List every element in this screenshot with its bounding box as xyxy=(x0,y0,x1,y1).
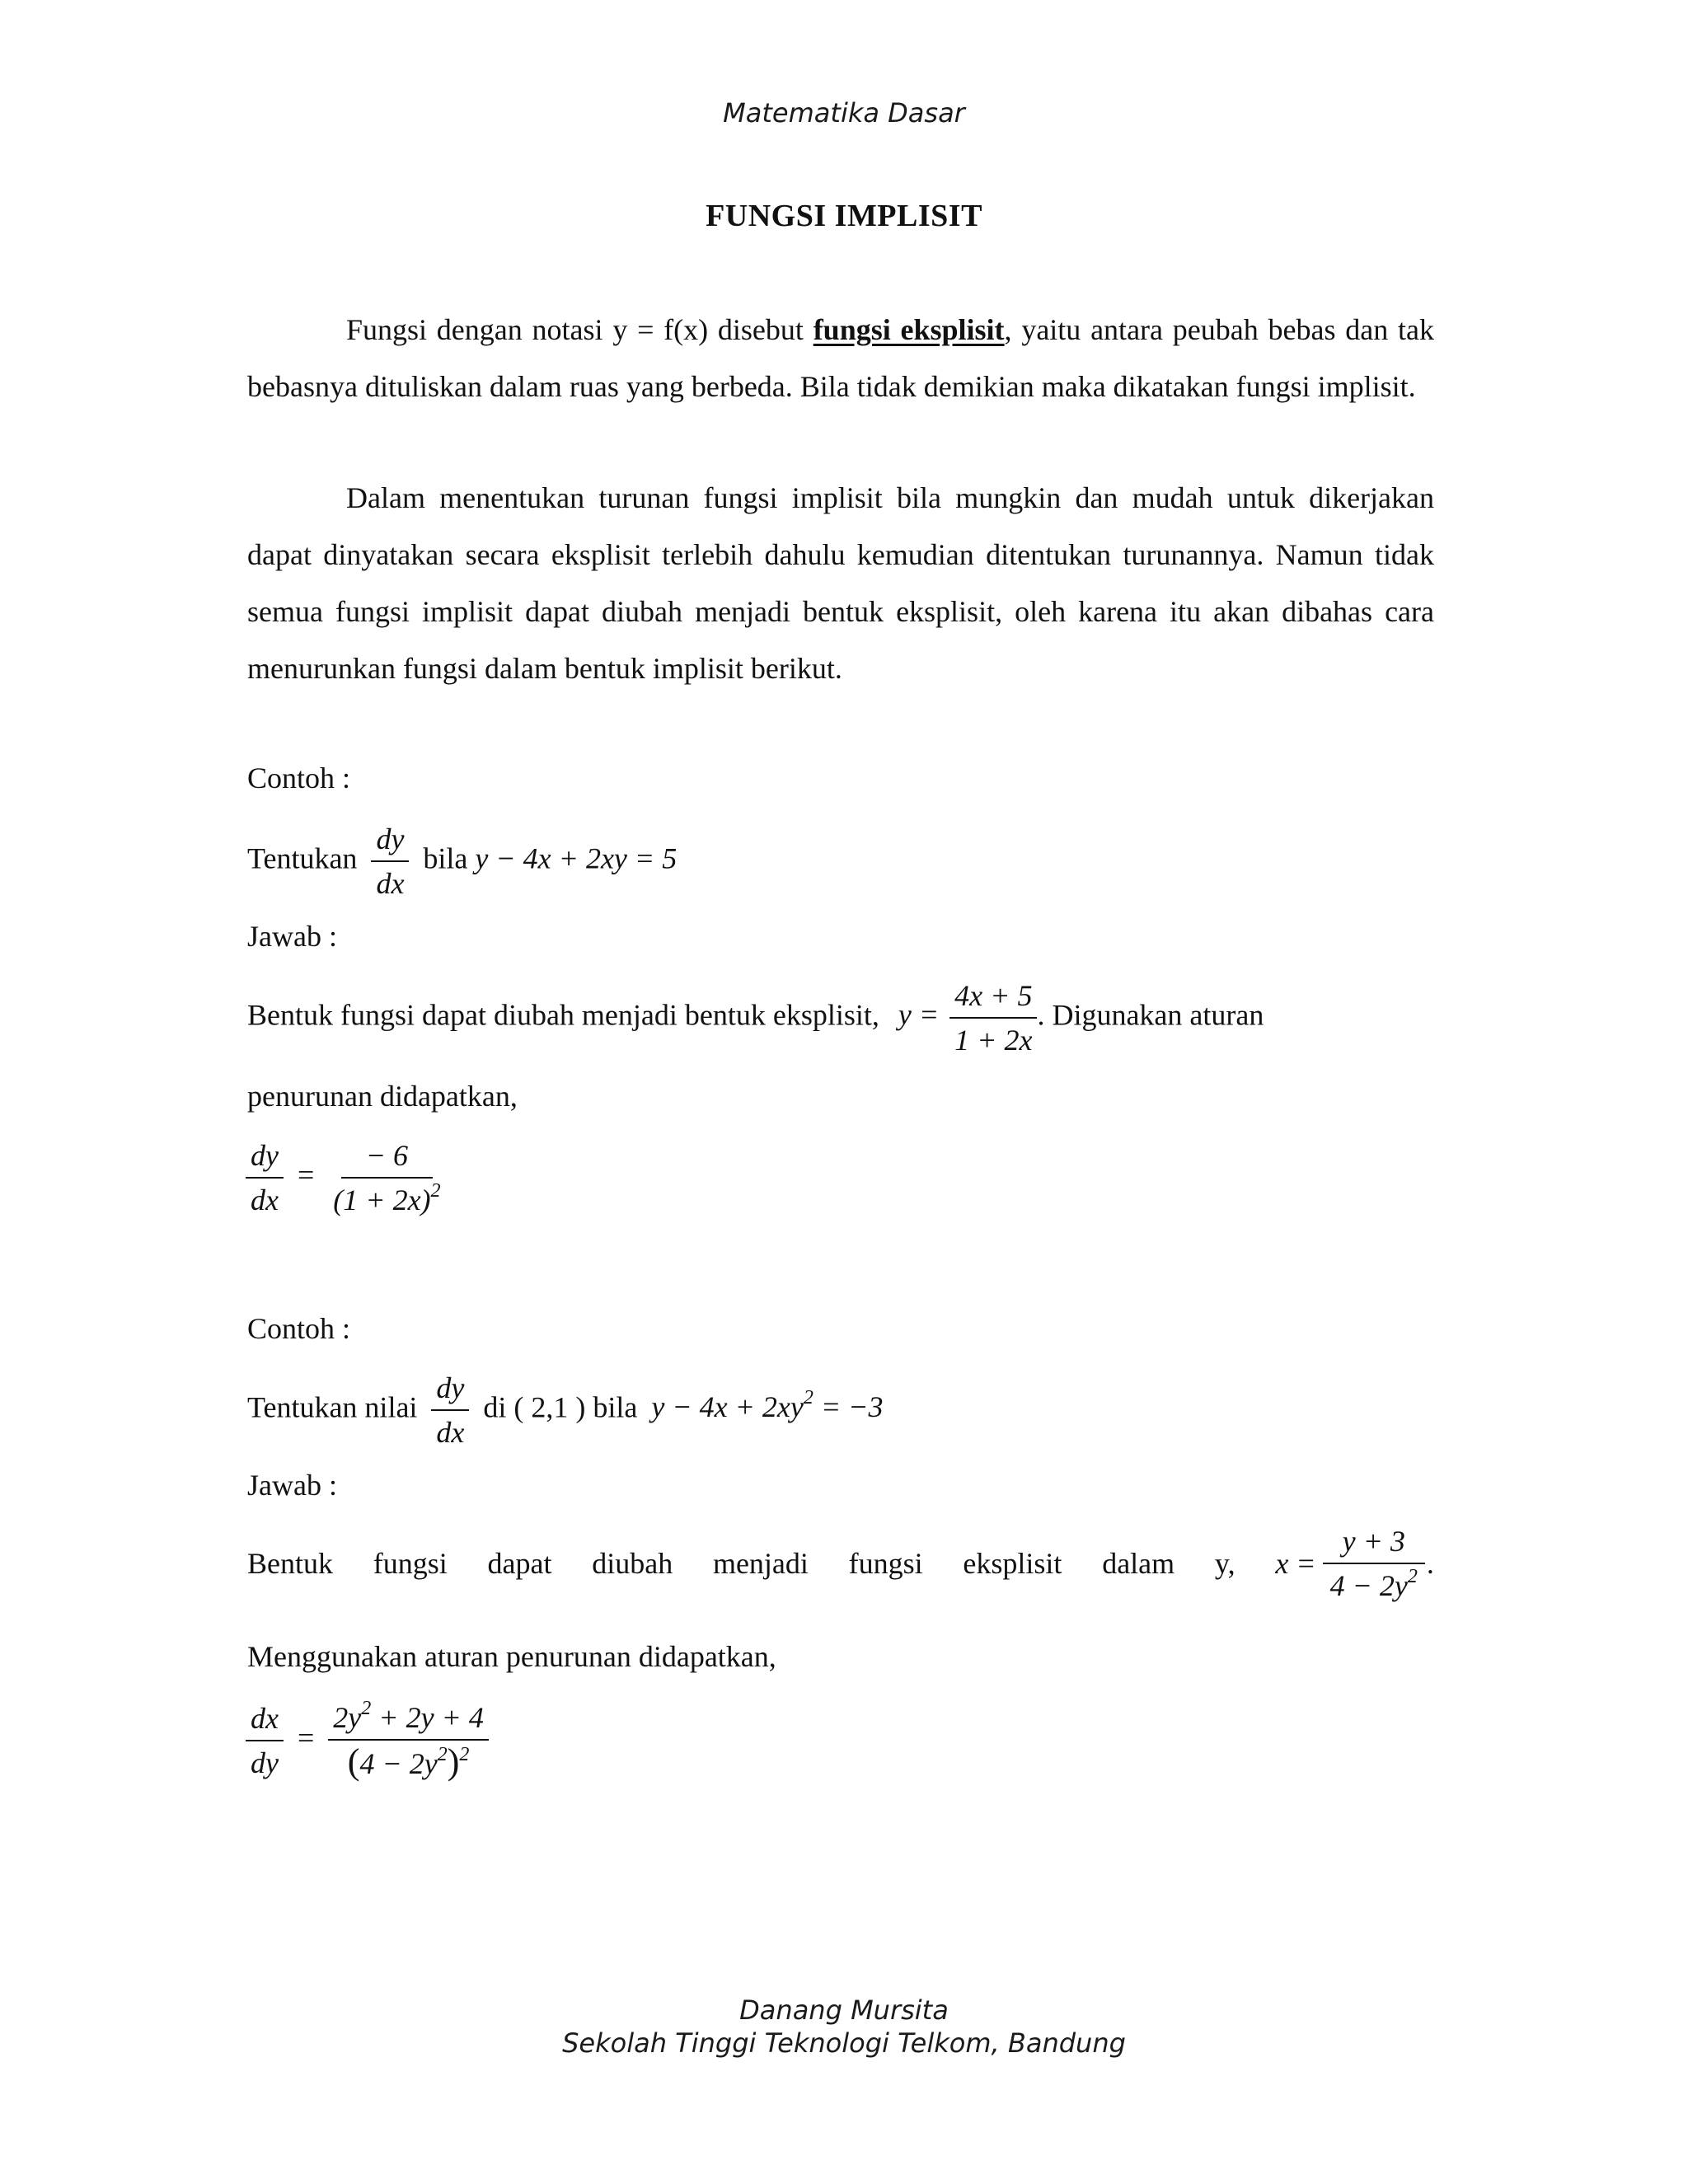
example-1-explicit-form xyxy=(247,979,1264,1057)
equation-right: = −3 xyxy=(813,1390,884,1424)
paragraph-1-before: Fungsi dengan notasi y = f(x) disebut xyxy=(346,313,814,346)
example-1-label: Contoh : xyxy=(247,762,351,794)
fraction-denominator xyxy=(328,1179,445,1216)
fraction-denominator: dx xyxy=(251,1183,279,1216)
explicit-word: eksplisit xyxy=(963,1547,1062,1580)
example-1-result xyxy=(246,1139,452,1216)
explicit-fraction xyxy=(1323,1525,1425,1602)
example-1-derivation-text: penurunan didapatkan, xyxy=(247,1080,518,1113)
denominator-exponent: 2 xyxy=(1407,1566,1418,1587)
explicit-end: . xyxy=(1426,1547,1434,1580)
fraction-numerator: dy xyxy=(371,823,409,862)
question-equation xyxy=(651,1387,884,1424)
fraction-denominator: dx xyxy=(436,1416,465,1449)
denominator-base: 4 − 2y xyxy=(1329,1569,1408,1602)
running-header: Matematika Dasar xyxy=(723,97,965,129)
fraction-numerator: dy xyxy=(246,1139,284,1179)
denominator-exponent: 2 xyxy=(430,1180,441,1202)
dy-dx-fraction xyxy=(431,1371,469,1449)
question-point: di ( 2,1 ) bila xyxy=(483,1390,638,1424)
explicit-word: y, xyxy=(1214,1547,1236,1580)
explicit-lhs: x = xyxy=(1275,1547,1316,1580)
fraction-denominator xyxy=(1325,1564,1423,1602)
explicit-word: fungsi xyxy=(848,1547,923,1580)
explicit-word: dapat xyxy=(487,1547,552,1580)
numerator-rest: + 2y + 4 xyxy=(371,1701,484,1734)
denominator-inner: 4 − 2y xyxy=(359,1747,438,1780)
paragraph-1 xyxy=(247,302,1434,415)
explicit-word: Bentuk xyxy=(247,1547,333,1580)
equals-sign: = xyxy=(297,1721,315,1755)
example-2-question xyxy=(247,1371,883,1449)
numerator-term: 2y xyxy=(333,1701,362,1734)
footer-author: Danang Mursita xyxy=(739,1994,949,2026)
explicit-word: diubah xyxy=(592,1547,673,1580)
equals-sign: = xyxy=(297,1158,315,1192)
page-title: FUNGSI IMPLISIT xyxy=(706,199,982,233)
question-prefix: Tentukan xyxy=(247,841,358,875)
footer-institution: Sekolah Tinggi Teknologi Telkom, Bandung xyxy=(562,2027,1126,2059)
fraction-denominator: dy xyxy=(251,1746,279,1779)
fraction-denominator: dx xyxy=(376,867,405,900)
term-fungsi-eksplisit: fungsi eksplisit xyxy=(813,313,1005,346)
paragraph-2: Dalam menentukan turunan fungsi implisit bila mungkin dan mudah untuk dikerjakan dapat dinyatakan secara eksplisit terlebih dahulu kemudian ditentukan turunannya. Namun tidak semua fungsi implisit dapat diubah menjadi bentuk eksplisit, oleh karena itu akan dibahas cara menurunkan fungsi dalam bentuk implisit berikut. xyxy=(247,481,1434,685)
denominator-exponent: 2 xyxy=(459,1744,470,1765)
example-2-result xyxy=(246,1698,495,1782)
paragraph-1-after: , yaitu antara peubah bebas dan tak bebasnya dituliskan dalam ruas yang berbeda. Bila tidak demikian maka dikatakan fungsi implisit. xyxy=(247,313,1434,403)
example-1-answer-label: Jawab : xyxy=(247,920,337,953)
dy-dx-fraction xyxy=(371,823,409,900)
equation-exponent: 2 xyxy=(803,1387,814,1409)
fraction-numerator: 4x + 5 xyxy=(950,979,1037,1019)
example-2-derivation-text: Menggunakan aturan penurunan didapatkan, xyxy=(247,1640,776,1673)
equation-left: y − 4x + 2xy xyxy=(651,1390,804,1424)
explicit-equation xyxy=(1275,1525,1434,1602)
example-2-answer-label: Jawab : xyxy=(247,1469,337,1502)
inner-exponent: 2 xyxy=(437,1744,448,1765)
fraction-numerator: dx xyxy=(246,1702,284,1741)
explicit-suffix: . Digunakan aturan xyxy=(1037,998,1264,1032)
explicit-prefix: Bentuk fungsi dapat diubah menjadi bentuk eksplisit, xyxy=(247,998,879,1032)
question-middle: bila xyxy=(423,841,468,875)
fraction-numerator: − 6 xyxy=(341,1139,433,1179)
result-lhs-fraction xyxy=(246,1139,284,1216)
paren-close: ) xyxy=(447,1741,460,1782)
explicit-word: dalam xyxy=(1102,1547,1175,1580)
explicit-word: menjadi xyxy=(712,1547,809,1580)
result-lhs-fraction xyxy=(246,1702,284,1779)
example-1-question xyxy=(247,823,677,900)
result-rhs-fraction xyxy=(328,1698,489,1782)
question-equation: y − 4x + 2xy = 5 xyxy=(475,841,678,875)
example-2-explicit-form xyxy=(247,1525,1434,1602)
question-prefix: Tentukan nilai xyxy=(247,1390,418,1424)
explicit-lhs: y = xyxy=(898,998,940,1032)
fraction-denominator: 1 + 2x xyxy=(954,1024,1033,1057)
result-rhs-fraction xyxy=(328,1139,445,1216)
fraction-numerator: y + 3 xyxy=(1323,1525,1425,1564)
explicit-word: fungsi xyxy=(373,1547,448,1580)
fraction-numerator xyxy=(328,1698,489,1741)
fraction-denominator xyxy=(343,1741,475,1780)
fraction-numerator: dy xyxy=(431,1371,469,1411)
explicit-fraction xyxy=(950,979,1037,1057)
numerator-exponent: 2 xyxy=(361,1698,372,1719)
denominator-base: (1 + 2x) xyxy=(333,1183,431,1216)
paren-open: ( xyxy=(347,1741,360,1782)
example-2-label: Contoh : xyxy=(247,1312,351,1345)
